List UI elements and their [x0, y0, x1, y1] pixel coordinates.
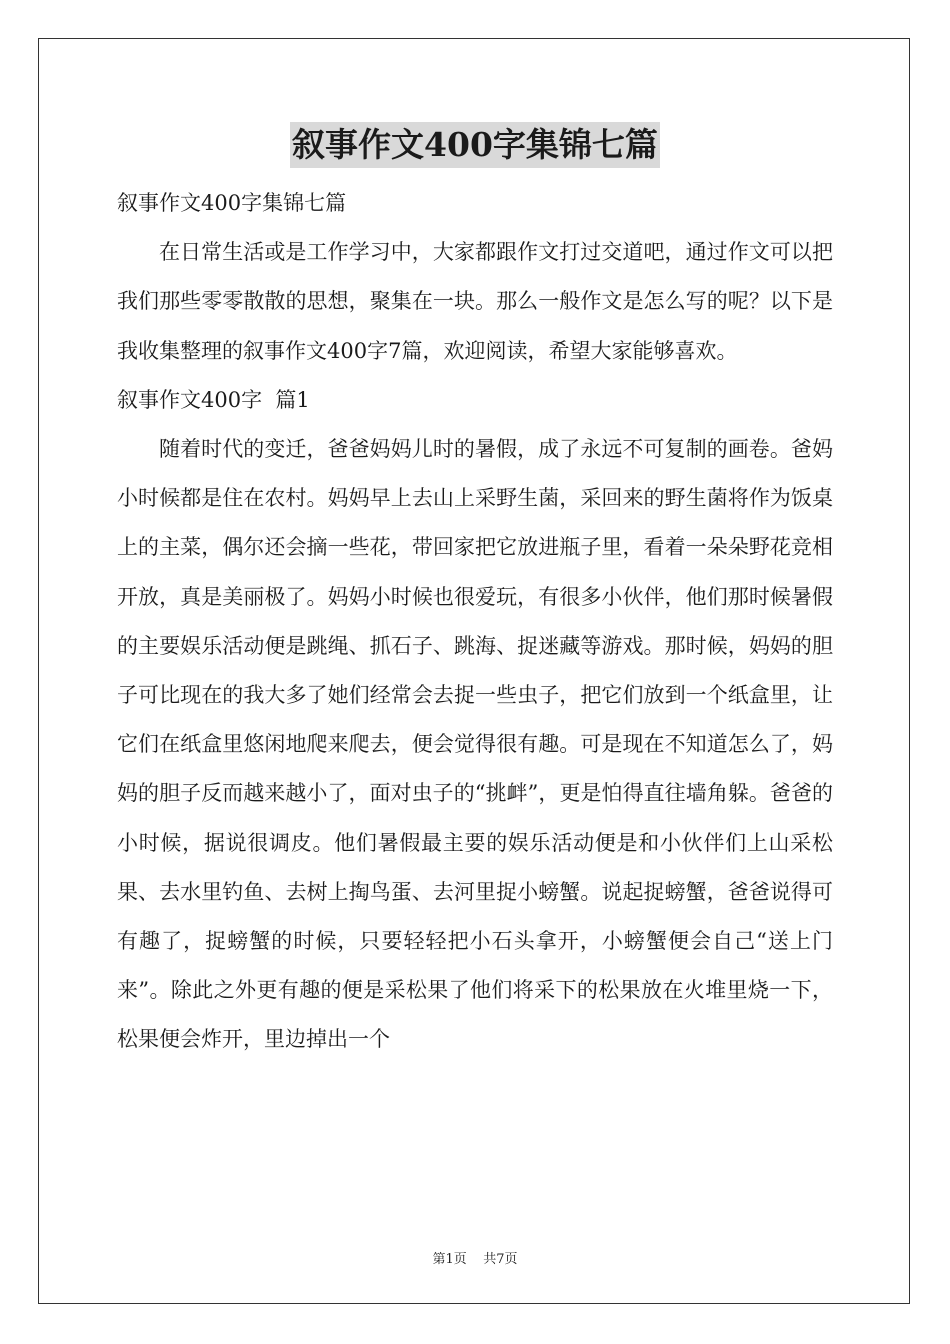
page-footer [0, 1248, 950, 1267]
title-container [0, 122, 950, 168]
document-body [117, 179, 833, 1065]
body-paragraph: 随着时代的变迁，爸爸妈妈儿时的暑假，成了永远不可复制的画卷。爸妈小时候都是住在农村。妈妈早上去山上采野生菌，采回来的野生菌将作为饭桌上的主菜，偶尔还会摘一些花，带回家把它放进瓶子里，看着一朵朵野花竞相开放，真是美丽极了。妈妈小时候也很爱玩，有很多小伙伴，他们那时候暑假的主要娱乐活动便是跳绳、抓石子、跳海、捉迷藏等游戏。那时候，妈妈的胆子可比现在的我大多了她们经常会去捉一些虫子，把它们放到一个纸盒里，让它们在纸盒里悠闲地爬来爬去，便会觉得很有趣。可是现在不知道怎么了，妈妈的胆子反而越来越小了，面对虫子的“挑衅”，更是怕得直往墙角躲。爸爸的小时候，据说很调皮。他们暑假最主要的娱乐活动便是和小伙伴们上山采松果、去水里钓鱼、去树上掏鸟蛋、去河里捉小螃蟹。说起捉螃蟹，爸爸说得可有趣了，捉螃蟹的时候，只要轻轻把小石头拿开，小螃蟹便会自己“送上门来”。除此之外更有趣的便是采松果了他们将采下的松果放在火堆里烧一下，松果便会炸开，里边掉出一个 [117, 437, 833, 1052]
intro-paragraph: 在日常生活或是工作学习中，大家都跟作文打过交道吧，通过作文可以把我们那些零零散散的思想，聚集在一块。那么一般作文是怎么写的呢？以下是我收集整理的叙事作文400字7篇，欢迎阅读，希望大家能够喜欢。 [117, 240, 833, 363]
page-number: 第1页 共7页 [432, 1252, 518, 1267]
document-title: 叙事作文400字集锦七篇 [290, 122, 660, 168]
document-subtitle: 叙事作文400字集锦七篇 [117, 191, 347, 215]
section-heading: 叙事作文400字 篇1 [117, 387, 310, 412]
